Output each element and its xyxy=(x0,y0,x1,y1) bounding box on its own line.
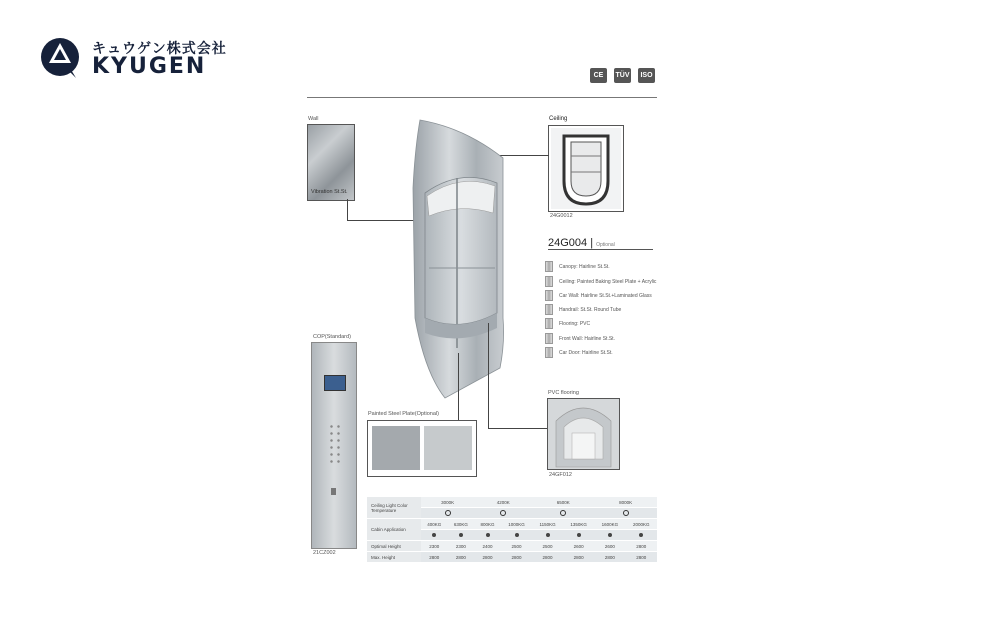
flooring-title: PVC flooring xyxy=(548,390,579,396)
option-label: Canopy: Hairline St.St. xyxy=(559,263,610,270)
row-label: Optimal Height xyxy=(367,541,421,552)
car-wall-icon xyxy=(545,290,553,301)
option-item xyxy=(545,333,615,344)
height-cell: 2500 xyxy=(501,541,532,552)
option-label: Flooring: PVC xyxy=(559,320,591,327)
key-switch-icon xyxy=(331,488,336,495)
dot-icon xyxy=(459,533,463,537)
brand-name-en: KYUGEN xyxy=(92,54,207,79)
dot-icon xyxy=(608,533,612,537)
cop-buttons xyxy=(328,423,342,467)
kyugen-logo-icon xyxy=(40,36,80,80)
model-divider xyxy=(548,249,653,250)
option-item xyxy=(545,318,590,329)
load-cell: 400KG xyxy=(421,519,448,530)
dot-icon xyxy=(486,533,490,537)
brand-name-jp: キュウゲン株式会社 xyxy=(92,40,227,56)
spec-table xyxy=(367,497,657,563)
wall-title: Wall xyxy=(308,116,319,122)
height-cell: 2800 xyxy=(448,552,475,563)
load-cell: 1350KG xyxy=(563,519,594,530)
option-item xyxy=(545,290,652,301)
ceiling-option-icon xyxy=(545,276,553,287)
iso-cert-icon: ISO xyxy=(638,68,655,83)
height-cell: 2800 xyxy=(563,552,594,563)
painted-title: Painted Steel Plate(Optional) xyxy=(368,411,439,417)
dot-icon xyxy=(432,533,436,537)
ceiling-title: Ceiling xyxy=(549,116,568,122)
model-code: 24G004 | Optional xyxy=(548,237,615,249)
ceiling-code: 24G0012 xyxy=(550,213,573,219)
ceiling-image xyxy=(548,125,624,212)
table-row xyxy=(367,497,657,508)
height-cell: 2800 xyxy=(421,552,448,563)
option-label: Front Wall: Hairline St.St. xyxy=(559,335,615,342)
canopy-icon xyxy=(545,261,553,272)
cop-display xyxy=(324,375,346,391)
table-row xyxy=(367,541,657,552)
row-label: Ceiling Light Color Temperature xyxy=(367,497,421,519)
handrail-icon xyxy=(545,304,553,315)
row-label: Max. Height xyxy=(367,552,421,563)
cop-panel xyxy=(311,342,357,549)
wall-swatch xyxy=(307,124,355,201)
height-cell: 2500 xyxy=(532,541,563,552)
table-row xyxy=(367,552,657,563)
floor-leader-h xyxy=(488,428,548,429)
light-grey-swatch xyxy=(424,426,472,470)
wall-caption: Vibration St.St. xyxy=(311,189,348,195)
temp-cell: 6500K xyxy=(532,497,594,508)
flooring-image xyxy=(547,398,620,470)
height-cell: 2400 xyxy=(474,541,501,552)
height-cell: 2300 xyxy=(448,541,475,552)
cop-title: COP(Standard) xyxy=(313,334,351,340)
tuv-cert-icon: TÜV xyxy=(614,68,631,83)
dark-grey-swatch xyxy=(372,426,420,470)
height-cell: 2800 xyxy=(532,552,563,563)
painted-swatches xyxy=(367,420,477,477)
option-item xyxy=(545,304,621,315)
height-cell: 2300 xyxy=(421,541,448,552)
option-label: Car Wall: Hairline St.St.+Laminated Glass xyxy=(559,292,652,299)
option-label: Ceiling: Painted Baking Steel Plate + Acrylic xyxy=(559,278,657,285)
front-wall-icon xyxy=(545,333,553,344)
load-cell: 1150KG xyxy=(532,519,563,530)
model-note: Optional xyxy=(596,242,615,248)
model-code-text: 24G004 xyxy=(548,237,588,249)
car-door-icon xyxy=(545,347,553,358)
option-item xyxy=(545,276,656,287)
floor-leader-v xyxy=(488,323,489,428)
option-label: Handrail: St.St. Round Tube xyxy=(559,306,622,313)
radio-icon xyxy=(560,510,566,516)
dot-icon xyxy=(546,533,550,537)
height-cell: 2600 xyxy=(563,541,594,552)
height-cell: 2800 xyxy=(501,552,532,563)
option-item xyxy=(545,261,610,272)
cop-code: 21CZ002 xyxy=(313,550,336,556)
radio-icon xyxy=(500,510,506,516)
load-cell: 1000KG xyxy=(501,519,532,530)
elevator-cabin-illustration xyxy=(405,118,515,403)
dot-icon xyxy=(577,533,581,537)
height-cell: 2800 xyxy=(474,552,501,563)
panel-leader-v xyxy=(458,353,459,421)
load-cell: 800KG xyxy=(474,519,501,530)
radio-icon xyxy=(623,510,629,516)
header-divider xyxy=(307,97,657,98)
wall-leader-v xyxy=(347,199,348,220)
temp-cell: 3000K xyxy=(421,497,474,508)
option-label: Car Door: Hairline St.St. xyxy=(559,349,613,356)
height-cell: 2800 xyxy=(626,552,657,563)
flooring-icon xyxy=(545,318,553,329)
height-cell: 2800 xyxy=(594,552,625,563)
dot-icon xyxy=(639,533,643,537)
dot-icon xyxy=(515,533,519,537)
load-cell: 1600KG xyxy=(594,519,625,530)
temp-cell: 8000K xyxy=(594,497,657,508)
radio-icon xyxy=(445,510,451,516)
temp-cell: 4200K xyxy=(474,497,532,508)
ce-cert-icon: CE xyxy=(590,68,607,83)
row-label: Cabin Application xyxy=(367,519,421,541)
height-cell: 2800 xyxy=(626,541,657,552)
flooring-code: 24GF012 xyxy=(549,472,572,478)
height-cell: 2600 xyxy=(594,541,625,552)
option-item xyxy=(545,347,613,358)
load-cell: 2000KG xyxy=(626,519,657,530)
load-cell: 630KG xyxy=(448,519,475,530)
table-row xyxy=(367,519,657,530)
